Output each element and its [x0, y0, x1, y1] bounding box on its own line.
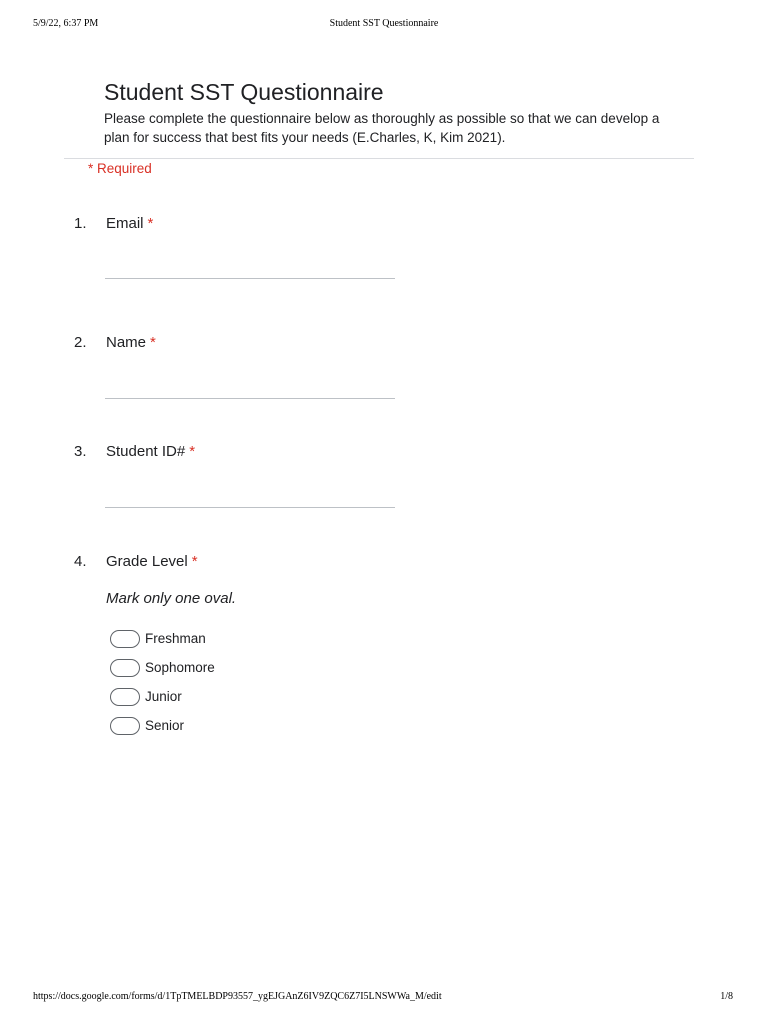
name-field[interactable] [105, 398, 395, 399]
radio-oval[interactable] [110, 717, 140, 735]
header-divider [64, 158, 694, 159]
required-asterisk: * [189, 443, 196, 460]
option-label: Junior [145, 689, 182, 704]
question-label-text: Name [106, 334, 147, 351]
question-label-text: Student ID# [106, 443, 186, 460]
option-label: Senior [145, 718, 185, 733]
question-label [106, 215, 153, 232]
option-sophomore[interactable] [110, 659, 310, 678]
page-number: 1/8 [720, 991, 733, 1002]
question-label-text: Email [106, 215, 144, 232]
form-title: Student SST Questionnaire [104, 79, 384, 105]
option-freshman[interactable] [110, 630, 310, 649]
question-label [106, 334, 156, 351]
radio-oval[interactable] [110, 688, 140, 706]
question-label [106, 553, 198, 570]
print-footer [0, 991, 768, 1005]
required-asterisk: * [147, 215, 154, 232]
question-number: 4. [74, 553, 87, 570]
print-doc-title: Student SST Questionnaire [329, 18, 439, 29]
option-junior[interactable] [110, 688, 310, 707]
question-number: 2. [74, 334, 87, 351]
print-header [0, 18, 768, 32]
required-asterisk: * [150, 334, 156, 351]
option-senior[interactable] [110, 717, 310, 736]
question-number: 3. [74, 443, 87, 460]
print-url: https://docs.google.com/forms/d/1TpTMELBDP93557_ygEJGAnZ6IV9ZQC6Z7I5LNSWWa_M/edit [33, 991, 442, 1002]
email-field[interactable] [105, 278, 395, 279]
required-asterisk: * [191, 553, 198, 570]
print-datetime: 5/9/22, 6:37 PM [33, 18, 99, 29]
radio-oval[interactable] [110, 630, 140, 648]
question-hint: Mark only one oval. [106, 590, 237, 607]
option-label: Sophomore [145, 660, 215, 675]
required-note: * Required [88, 161, 152, 176]
form-description: Please complete the questionnaire below as thoroughly as possible so that we can develop a plan for success that best fits your needs (E.Charles, K, Kim 2021). [104, 111, 660, 145]
radio-oval[interactable] [110, 659, 140, 677]
question-label-text: Grade Level [106, 553, 188, 570]
question-label [106, 443, 195, 460]
student-id-field[interactable] [105, 507, 395, 508]
option-label: Freshman [145, 631, 206, 646]
question-number: 1. [74, 215, 87, 232]
